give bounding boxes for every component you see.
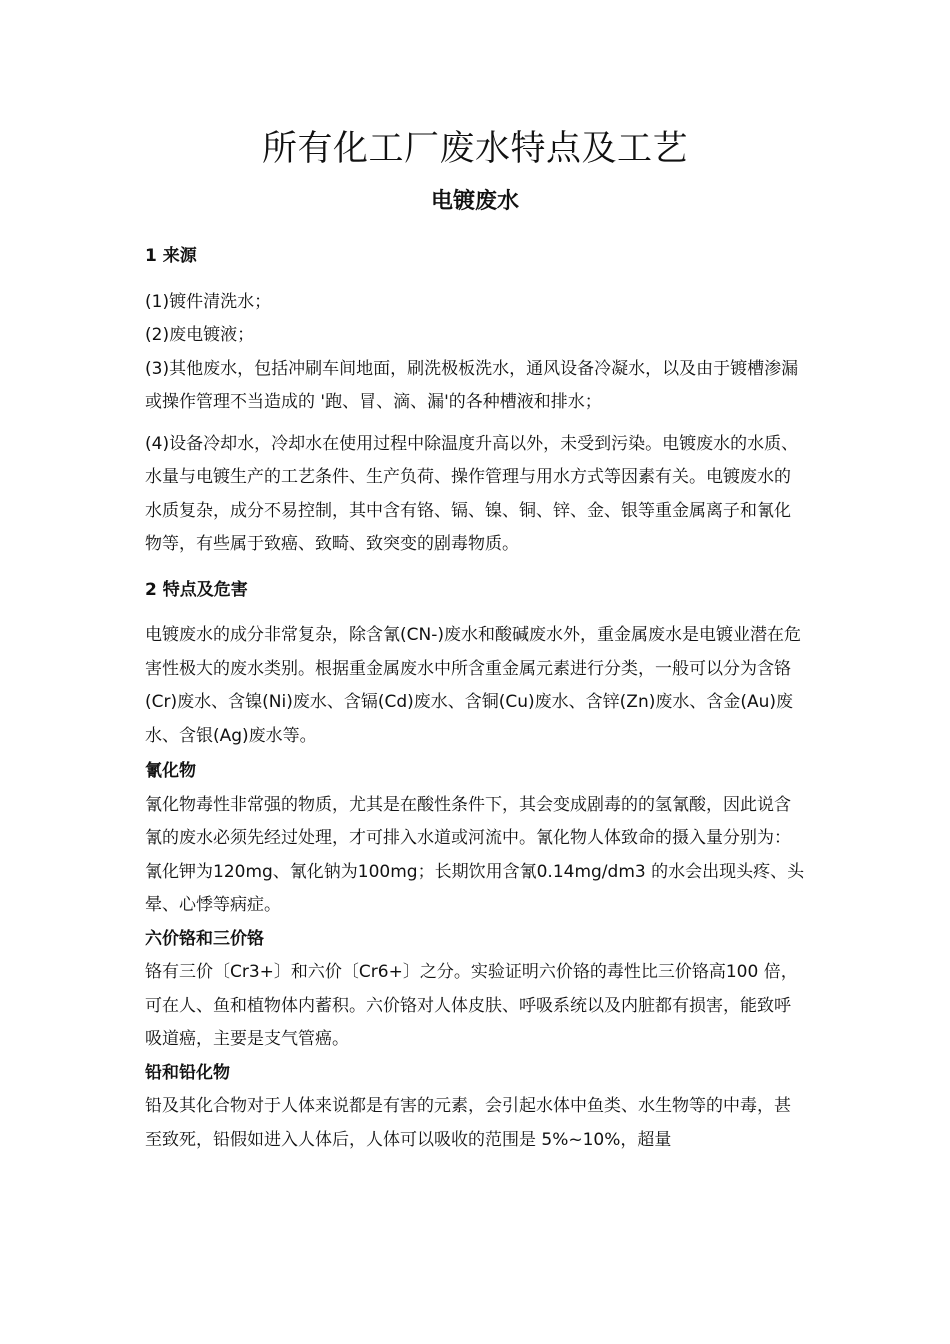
source-item-3: (3)其他废水，包括冲刷车间地面，刷洗极板洗水，通风设备冷凝水，以及由于镀槽渗漏或操作管理不当造成的 '跑、冒、滴、漏'的各种槽液和排水； [145,358,799,412]
section-heading-features: 2 特点及危害 [145,579,248,600]
document-body [145,240,805,1157]
lead-paragraph: 铅及其化合物对于人体来说都是有害的元素，会引起水体中鱼类、水生物等的中毒，甚至致死，铅假如进入人体后，人体可以吸收的范围是 5%~10%，超量 [145,1096,791,1150]
features-paragraph: 电镀废水的成分非常复杂，除含氰(CN-)废水和酸碱废水外，重金属废水是电镀业潜在危害性极大的废水类别。根据重金属废水中所含重金属元素进行分类，一般可以分为含铬(Cr)废水、含镍(Ni)废水、含镉(Cd)废水、含铜(Cu)废水、含锌(Zn)废水、含金(Au)废水、含银(Ag)废水等。 [145,625,801,746]
section-heading-cyanide: 氰化物 [145,761,196,781]
source-item-2: (2)废电镀液； [145,325,255,345]
section-heading-source: 1 来源 [145,246,197,266]
document-subtitle: 电镀废水 [430,189,519,214]
chromium-paragraph: 铬有三价〔Cr3+〕和六价〔Cr6+〕之分。实验证明六价铬的毒性比三价铬高100 倍，可在人、鱼和植物体内蓄积。六价铬对人体皮肤、呼吸系统以及内脏都有损害，能致呼吸道癌，主要是支气管癌。 [145,962,798,1049]
source-item-4: (4)设备冷却水，冷却水在使用过程中除温度升高以外，未受到污染。电镀废水的水质、水量与电镀生产的工艺条件、生产负荷、操作管理与用水方式等因素有关。电镀废水的水质复杂，成分不易控制，其中含有铬、镉、镍、铜、锌、金、银等重金属离子和氰化物等，有些属于致癌、致畸、致突变的剧毒物质。 [145,433,799,554]
cyanide-paragraph: 氰化物毒性非常强的物质，尤其是在酸性条件下，其会变成剧毒的的氢氰酸，因此说含氰的废水必须先经过处理，才可排入水道或河流中。氰化物人体致命的摄入量分别为：氰化钾为120mg、氰化钠为100mg；长期饮用含氰0.14mg/dm3 的水会出现头疼、头晕、心悸等病症。 [145,794,805,915]
source-item-1: (1)镀件清洗水； [145,291,272,312]
section-heading-lead: 铅和铅化物 [145,1062,230,1083]
document-title: 所有化工厂废水特点及工艺 [261,129,688,169]
section-heading-chromium: 六价铬和三价铬 [145,928,264,949]
